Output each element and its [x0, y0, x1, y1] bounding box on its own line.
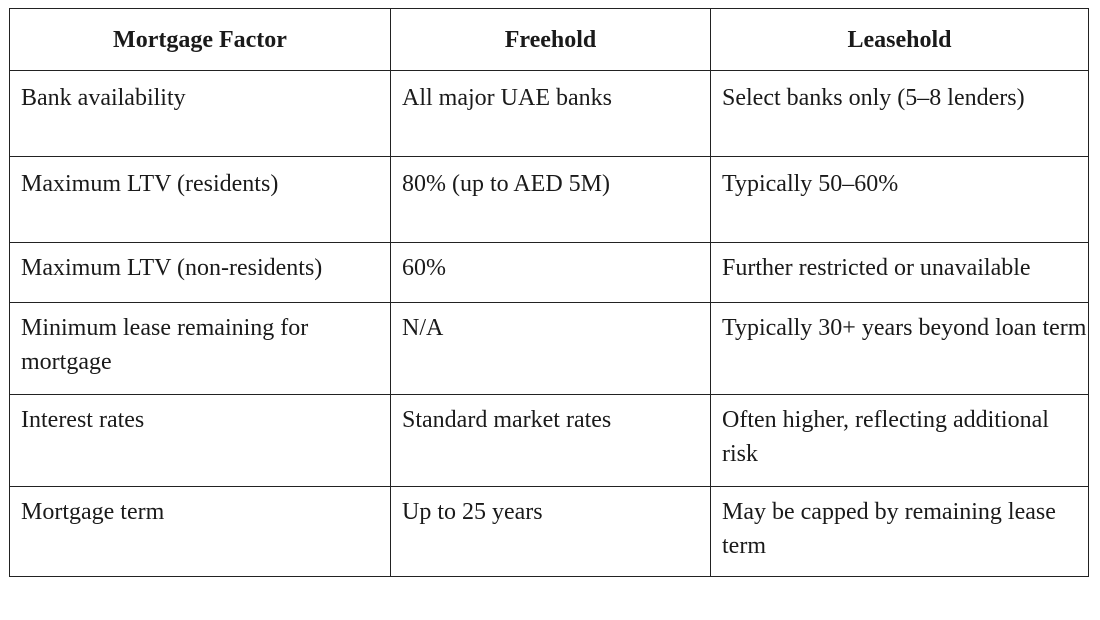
header-row: [10, 9, 1089, 71]
cell-leasehold: Typically 50–60%: [711, 157, 1089, 243]
table-row: [10, 487, 1089, 577]
header-freehold: Freehold: [391, 9, 711, 71]
cell-leasehold: Select banks only (5–8 lenders): [711, 71, 1089, 157]
mortgage-comparison-table: [9, 8, 1089, 577]
cell-freehold: 80% (up to AED 5M): [391, 157, 711, 243]
cell-factor: Minimum lease remaining for mortgage: [10, 303, 391, 395]
table-row: [10, 395, 1089, 487]
table-row: [10, 157, 1089, 243]
cell-leasehold: Typically 30+ years beyond loan term: [711, 303, 1089, 395]
cell-factor: Interest rates: [10, 395, 391, 487]
table-row: [10, 71, 1089, 157]
header-mortgage-factor: Mortgage Factor: [10, 9, 391, 71]
cell-leasehold: Often higher, reflecting additional risk: [711, 395, 1089, 487]
cell-leasehold: Further restricted or unavailable: [711, 243, 1089, 303]
table-row: [10, 243, 1089, 303]
cell-factor: Mortgage term: [10, 487, 391, 577]
cell-factor: Bank availability: [10, 71, 391, 157]
cell-leasehold: May be capped by remaining lease term: [711, 487, 1089, 577]
cell-factor: Maximum LTV (residents): [10, 157, 391, 243]
cell-freehold: Standard market rates: [391, 395, 711, 487]
cell-freehold: Up to 25 years: [391, 487, 711, 577]
cell-factor: Maximum LTV (non-residents): [10, 243, 391, 303]
cell-freehold: 60%: [391, 243, 711, 303]
header-leasehold: Leasehold: [711, 9, 1089, 71]
cell-freehold: N/A: [391, 303, 711, 395]
cell-freehold: All major UAE banks: [391, 71, 711, 157]
table-row: [10, 303, 1089, 395]
